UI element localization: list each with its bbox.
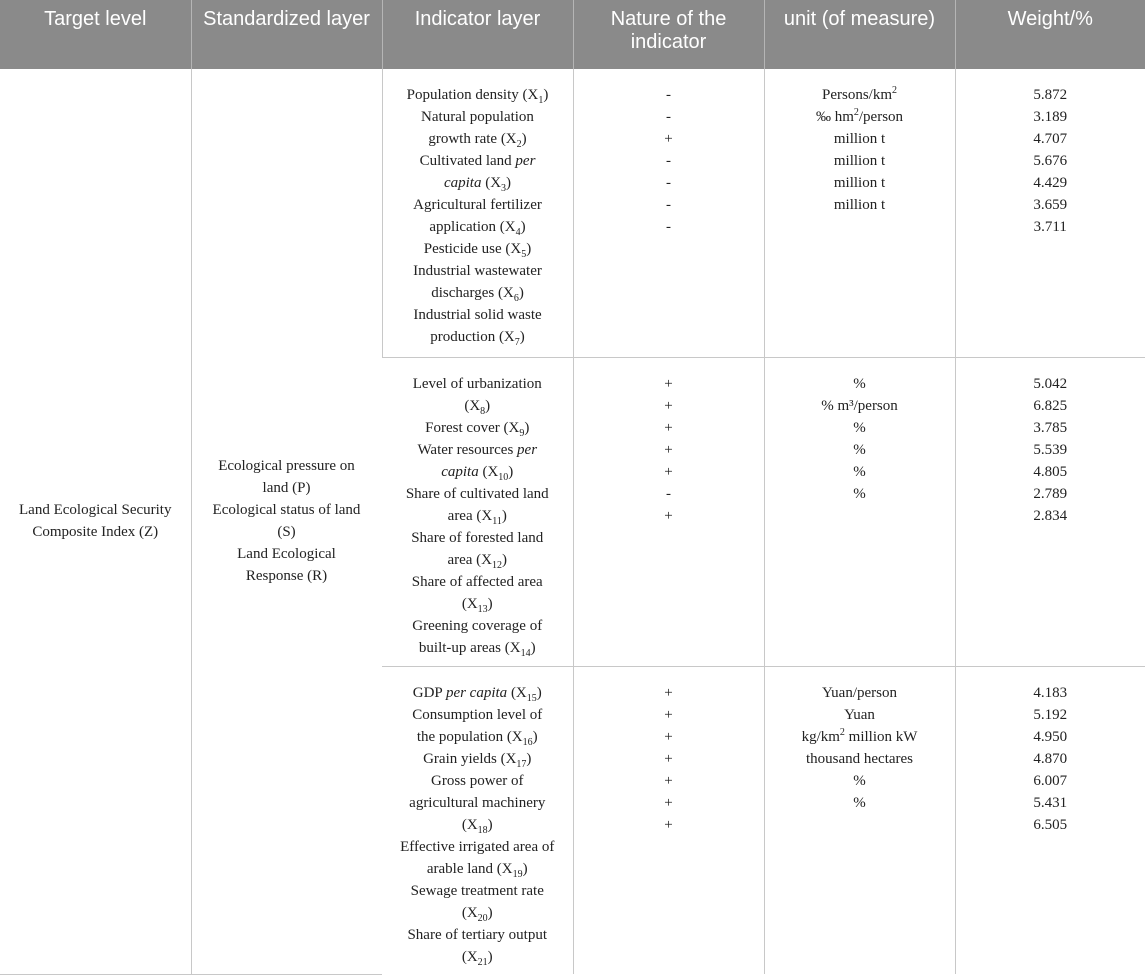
- cell-value: +: [664, 794, 673, 811]
- cell-line: Industrial wastewater: [413, 263, 542, 279]
- cell-line: the population $(X_{16})$: [416, 728, 538, 748]
- cell-line: %: [853, 463, 866, 480]
- cell-value: +: [664, 728, 673, 745]
- cell-line: Natural population: [421, 109, 534, 125]
- target-line: Composite Index (Z): [32, 524, 159, 541]
- cell-line: area $(X_{12})$: [447, 551, 508, 571]
- header-unit: unit (of measure): [764, 0, 955, 69]
- cell-value: 4.707: [1033, 131, 1068, 147]
- cell-line: Effective irrigated area of: [400, 838, 555, 855]
- cell-value: -: [666, 485, 671, 502]
- cell-line: capita $(X_{10})$: [441, 463, 514, 483]
- cell-line: %: [853, 794, 866, 811]
- cell-line: area $(X_{11})$: [447, 507, 507, 527]
- cell-line: Yuan: [844, 706, 875, 723]
- cell-value: 5.539: [1033, 441, 1068, 458]
- layer-line: Ecological status of land: [212, 502, 361, 519]
- cell-line: ‰ $hm^2$/person: [815, 107, 904, 125]
- cell-line: million t: [833, 197, 886, 213]
- cell-line: application $(X_4)$: [429, 219, 526, 238]
- cell-line: $(X_{20})$: [461, 904, 493, 924]
- cell-value: -: [666, 87, 671, 103]
- cell-line: $(X_8)$: [464, 397, 491, 417]
- header-target-level: Target level: [0, 0, 191, 69]
- cell-value: +: [664, 419, 673, 436]
- target-line: Land Ecological Security: [19, 502, 172, 519]
- cell-line: built-up areas $(X_{14})$: [418, 639, 536, 659]
- cell-value: 5.431: [1033, 794, 1068, 811]
- cell-value: +: [664, 706, 673, 723]
- cell-line: Persons/$km^2$: [821, 85, 897, 103]
- cell-line: Population density $(X_1)$: [406, 87, 549, 106]
- cell-value: +: [664, 441, 673, 458]
- cell-line: %: [853, 485, 866, 502]
- cell-line: Share of forested land: [411, 529, 544, 546]
- header-row: [0, 0, 1145, 69]
- unit-cell: [764, 69, 955, 357]
- cell-value: -: [666, 109, 671, 125]
- table-row: [0, 69, 1145, 357]
- cell-line: $(X_{18})$: [461, 816, 493, 836]
- cell-line: discharges $(X_6)$: [431, 285, 524, 304]
- cell-value: 4.183: [1033, 684, 1068, 701]
- cell-line: %: [853, 441, 866, 458]
- cell-line: % m³/person: [821, 397, 898, 414]
- cell-line: $kg/km^2$ million kW: [801, 726, 918, 745]
- cell-line: Share of cultivated land: [405, 485, 549, 502]
- cell-value: -: [666, 153, 671, 169]
- nature-cell: [573, 357, 764, 666]
- cell-line: growth rate $(X_2)$: [428, 131, 527, 150]
- cell-value: +: [664, 375, 673, 392]
- cell-value: -: [666, 197, 671, 213]
- layer-line: Ecological pressure on: [218, 458, 355, 475]
- indicator-cell: [382, 69, 573, 357]
- cell-line: Grain yields $(X_{17})$: [423, 750, 532, 770]
- cell-value: 6.505: [1033, 816, 1068, 833]
- cell-value: -: [666, 219, 671, 235]
- cell-line: production $(X_7)$: [430, 329, 525, 348]
- cell-line: Water resources per: [417, 441, 538, 458]
- cell-line: Industrial solid waste: [413, 307, 542, 323]
- cell-value: +: [664, 816, 673, 833]
- header-weight: Weight/%: [955, 0, 1145, 69]
- cell-line: Gross power of: [431, 772, 524, 789]
- cell-value: -: [666, 175, 671, 191]
- cell-line: Sewage treatment rate: [410, 882, 544, 899]
- unit-cell: [764, 357, 955, 666]
- cell-value: 3.785: [1033, 419, 1068, 436]
- layer-line: Land Ecological: [237, 546, 336, 563]
- cell-value: 3.711: [1033, 219, 1067, 235]
- cell-line: Share of tertiary output: [407, 926, 548, 943]
- cell-value: 6.007: [1033, 772, 1068, 789]
- cell-value: 4.429: [1033, 175, 1068, 191]
- layer-line: land (P): [262, 480, 311, 497]
- cell-value: 4.805: [1033, 463, 1068, 480]
- cell-line: Share of affected area: [411, 573, 543, 590]
- cell-value: +: [664, 463, 673, 480]
- target-cell: [0, 69, 191, 974]
- cell-value: 5.042: [1033, 375, 1068, 392]
- nature-cell: [573, 666, 764, 974]
- cell-value: 3.659: [1033, 197, 1068, 213]
- cell-line: million t: [833, 175, 886, 191]
- cell-line: thousand hectares: [805, 750, 914, 767]
- cell-value: +: [664, 397, 673, 414]
- cell-line: GDP per capita $(X_{15})$: [412, 684, 542, 704]
- cell-value: 4.870: [1033, 750, 1068, 767]
- cell-line: arable land $(X_{19})$: [426, 860, 528, 880]
- cell-value: +: [664, 772, 673, 789]
- cell-line: %: [853, 772, 866, 789]
- cell-line: $(X_{13})$: [461, 595, 493, 615]
- cell-line: %: [853, 419, 866, 436]
- unit-cell: [764, 666, 955, 974]
- cell-line: agricultural machinery: [409, 794, 546, 811]
- cell-line: million t: [833, 153, 886, 169]
- header-indicator-layer: Indicator layer: [382, 0, 573, 69]
- cell-line: Greening coverage of: [412, 617, 543, 634]
- indicator-cell: [382, 666, 573, 974]
- cell-value: +: [664, 684, 673, 701]
- cell-line: capita $(X_3)$: [443, 175, 512, 194]
- weight-cell: [955, 357, 1145, 666]
- layer-line: (S): [277, 524, 296, 541]
- cell-value: 2.834: [1033, 507, 1068, 524]
- cell-value: 5.192: [1033, 706, 1068, 723]
- cell-value: +: [664, 507, 673, 524]
- cell-value: 4.950: [1033, 728, 1068, 745]
- cell-value: 5.676: [1033, 153, 1068, 169]
- cell-line: Agricultural fertilizer: [413, 197, 542, 213]
- cell-value: 5.872: [1033, 87, 1068, 103]
- indicator-cell: [382, 357, 573, 666]
- layer-line: Response (R): [245, 568, 328, 585]
- cell-line: million t: [833, 131, 886, 147]
- cell-line: $(X_{21})$: [461, 948, 493, 968]
- cell-value: 6.825: [1033, 397, 1068, 414]
- header-standardized-layer: Standardized layer: [191, 0, 382, 69]
- cell-value: 2.789: [1033, 485, 1068, 502]
- layer-cell: [191, 69, 382, 974]
- weight-cell: [955, 69, 1145, 357]
- cell-line: Pesticide use $(X_5)$: [423, 241, 532, 260]
- cell-value: +: [664, 131, 673, 147]
- cell-value: 3.189: [1033, 109, 1068, 125]
- weight-cell: [955, 666, 1145, 974]
- header-nature: Nature of the indicator: [573, 0, 764, 69]
- cell-line: Level of urbanization: [412, 375, 542, 392]
- nature-cell: [573, 69, 764, 357]
- cell-value: +: [664, 750, 673, 767]
- cell-line: Consumption level of: [412, 706, 543, 723]
- cell-line: Yuan/person: [822, 684, 897, 701]
- cell-line: Forest cover $(X_9)$: [425, 419, 530, 439]
- cell-line: Cultivated land per: [419, 153, 536, 169]
- cell-line: %: [853, 375, 866, 392]
